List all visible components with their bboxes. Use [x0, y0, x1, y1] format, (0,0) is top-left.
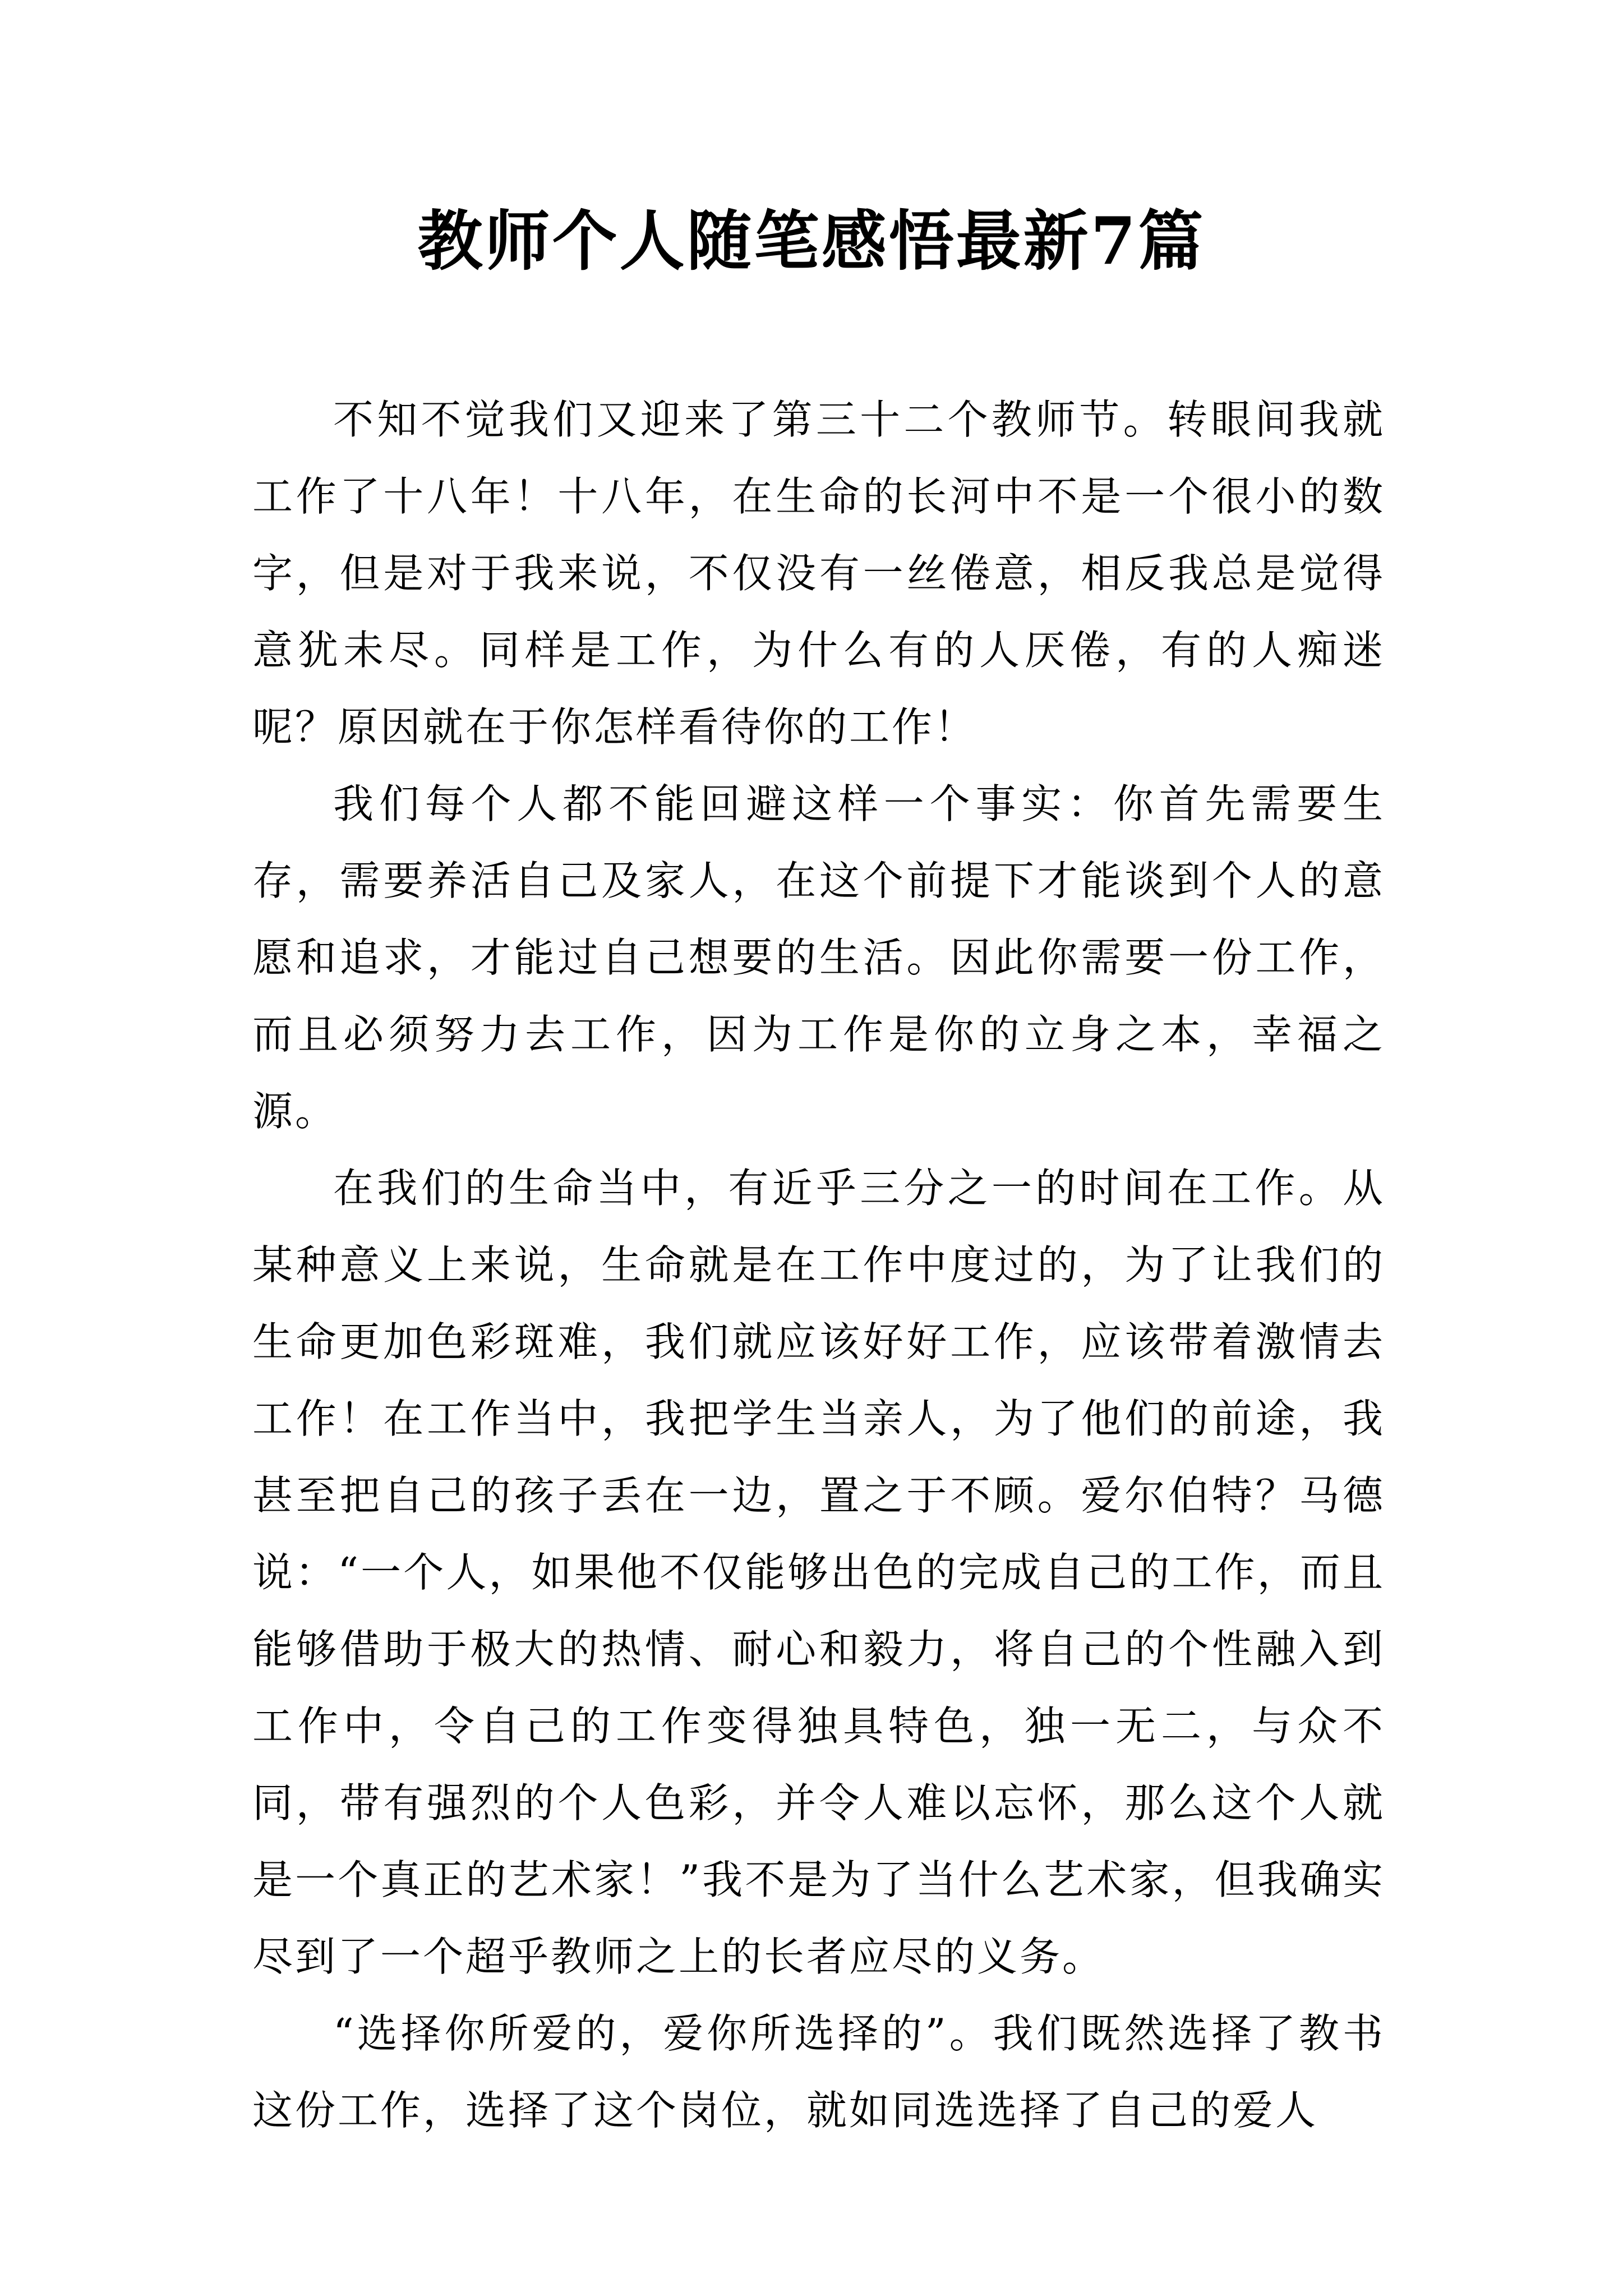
- paragraph-4: “选择你所爱的，爱你所选择的”。我们既然选择了教书这份工作，选择了这个岗位，就如同选选择了自己的爱人: [252, 2010, 1385, 2134]
- paragraph-2: 我们每个人都不能回避这样一个事实：你首先需要生存，需要养活自己及家人，在这个前提下才能谈到个人的意愿和追求，才能过自己想要的生活。因此你需要一份工作，而且必须努力去工作，因为工作是你的立身之本，幸福之源。: [252, 780, 1385, 1135]
- paragraph-1: 不知不觉我们又迎来了第三十二个教师节。转眼间我就工作了十八年！十八年，在生命的长河中不是一个很小的数字，但是对于我来说，不仅没有一丝倦意，相反我总是觉得意犹未尽。同样是工作，为什么有的人厌倦，有的人痴迷呢？原因就在于你怎样看待你的工作！: [252, 396, 1385, 751]
- document-title: 教师个人随笔感悟最新7篇: [417, 203, 1206, 279]
- document-body: [252, 381, 1385, 2149]
- paragraph-3: 在我们的生命当中，有近乎三分之一的时间在工作。从某种意义上来说，生命就是在工作中度过的，为了让我们的生命更加色彩斑难，我们就应该好好工作，应该带着激情去工作！在工作当中，我把学生当亲人，为了他们的前途，我甚至把自己的孩子丢在一边，置之于不顾。爱尔伯特？马德说：“一个人，如果他不仅能够出色的完成自己的工作，而且能够借助于极大的热情、耐心和毅力，将自己的个性融入到工作中，令自己的工作变得独具特色，独一无二，与众不同，带有强烈的个人色彩，并令人难以忘怀，那么这个人就是一个真正的艺术家！”我不是为了当什么艺术家，但我确实尽到了一个超乎教师之上的长者应尽的义务。: [252, 1165, 1385, 1980]
